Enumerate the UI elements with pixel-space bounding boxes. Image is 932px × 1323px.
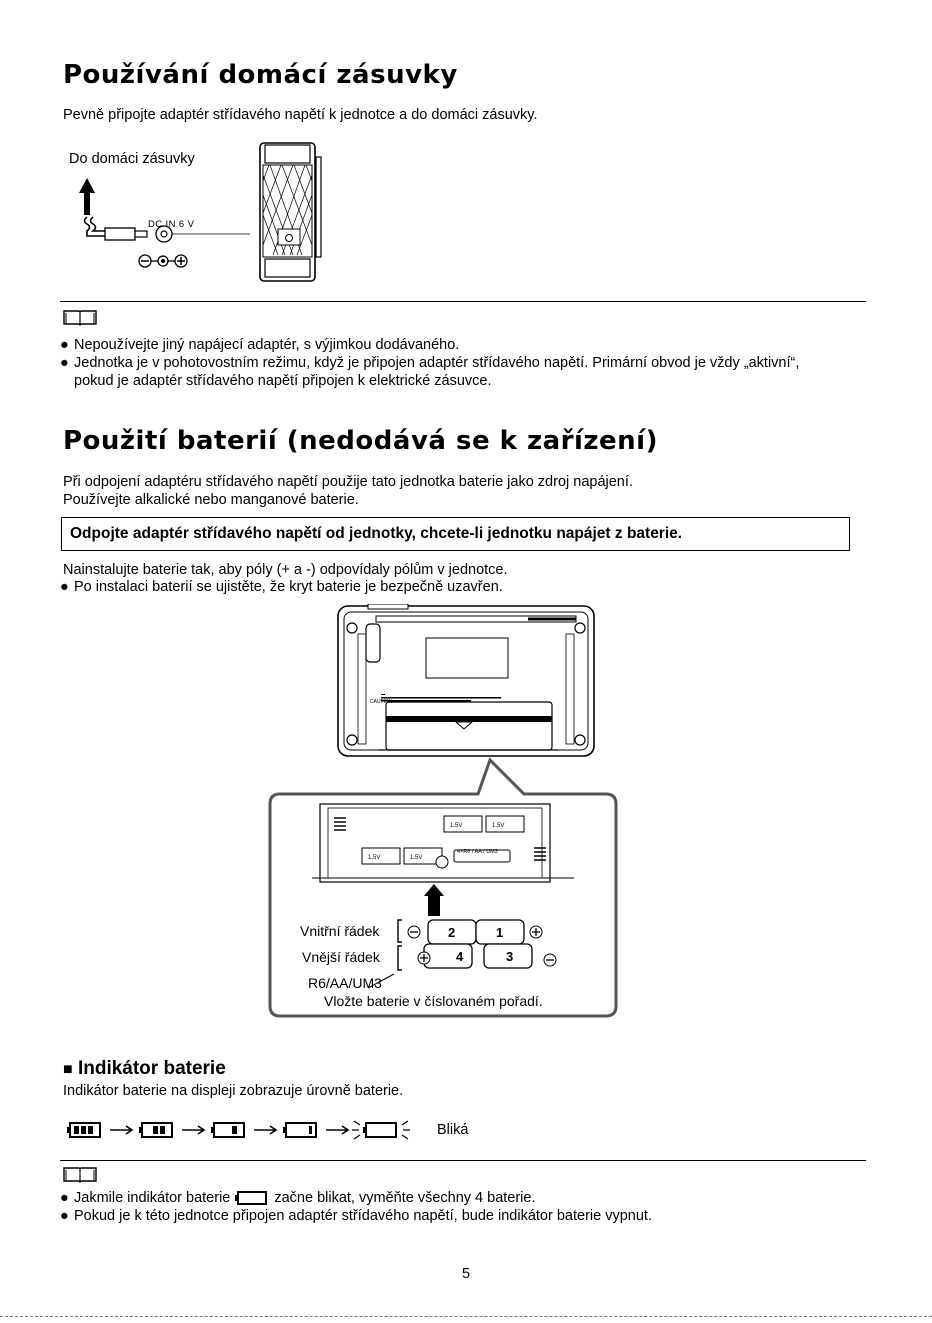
divider bbox=[60, 301, 866, 302]
note-book-icon bbox=[62, 1166, 98, 1184]
indicator-heading: ■ Indikátor baterie bbox=[63, 1058, 226, 1079]
note-item: ● Jakmile indikátor baterie začne blikat, vyměňte všechny 4 baterie. bbox=[60, 1190, 536, 1206]
battery-intro-1: Při odpojení adaptéru střídavého napětí použije tato jednotka baterie jako zdroj napájení. bbox=[63, 474, 633, 490]
note-item-continuation: pokud je adaptér střídavého napětí připojen k elektrické zásuvce. bbox=[74, 373, 492, 389]
caution-label: CAUTION bbox=[370, 699, 393, 705]
warning-box: Odpojte adaptér střídavého napětí od jednotky, chcete-li jednotku napájet z baterie. bbox=[61, 517, 850, 551]
compartment-label: 4×R6 / AA / UM3 bbox=[457, 849, 498, 855]
notes-list bbox=[60, 336, 799, 390]
cell-marking: 1.5V bbox=[410, 855, 423, 861]
adapter-connection-figure bbox=[60, 135, 340, 285]
note-item: ● Jednotka je v pohotovostním režimu, když je připojen adaptér střídavého napětí. Primární obvod je vždy „aktivní“, bbox=[60, 355, 800, 371]
outer-row-label: Vnější řádek bbox=[302, 949, 380, 965]
arrow-right-icon bbox=[110, 1126, 132, 1134]
battery-number: 3 bbox=[506, 949, 514, 964]
page-edge bbox=[0, 1316, 932, 1317]
insert-order-label: Vložte baterie v číslovaném pořadí. bbox=[324, 993, 543, 1009]
section-title-batteries: Použití baterií (nedodává se k zařízení) bbox=[63, 426, 658, 456]
blink-label: Bliká bbox=[437, 1122, 469, 1138]
battery-number: 4 bbox=[456, 949, 464, 964]
arrow-up-icon bbox=[79, 178, 95, 215]
battery-levels-row bbox=[66, 1114, 468, 1146]
divider bbox=[60, 1160, 866, 1161]
cell-marking: 1.5V bbox=[368, 855, 381, 861]
page-number: 5 bbox=[462, 1266, 471, 1282]
arrow-right-icon bbox=[182, 1126, 204, 1134]
battery-empty-blinking-icon bbox=[352, 1121, 410, 1139]
dc-in-label: DC IN 6 V bbox=[148, 219, 195, 230]
battery-empty-icon bbox=[234, 1190, 270, 1206]
battery-full-icon bbox=[67, 1123, 100, 1137]
section-title-mains: Používání domácí zásuvky bbox=[63, 60, 458, 90]
square-bullet-icon: ■ bbox=[63, 1061, 73, 1078]
battery-intro-2: Používejte alkalické nebo manganové baterie. bbox=[63, 492, 359, 508]
outlet-label: Do domáci zásuvky bbox=[69, 151, 195, 167]
battery-level2-icon bbox=[211, 1123, 244, 1137]
section-intro: Pevně připojte adaptér střídavého napětí k jednotce a do domáci zásuvky. bbox=[63, 107, 538, 123]
note-book-icon bbox=[62, 309, 98, 327]
battery-level3-icon bbox=[139, 1123, 172, 1137]
inner-row-label: Vnitřní řádek bbox=[300, 923, 380, 939]
battery-installation-figure bbox=[268, 604, 620, 1018]
battery-number: 2 bbox=[448, 925, 456, 940]
arrow-right-icon bbox=[254, 1126, 276, 1134]
indicator-notes bbox=[60, 1189, 652, 1225]
battery-level1-icon bbox=[283, 1123, 316, 1137]
install-instruction: Nainstalujte baterie tak, aby póly (+ a -) odpovídaly pólům v jednotce. bbox=[63, 562, 508, 578]
arrow-right-icon bbox=[326, 1126, 348, 1134]
battery-number: 1 bbox=[496, 925, 504, 940]
cell-marking: 1.5V bbox=[450, 823, 463, 829]
indicator-intro: Indikátor baterie na displeji zobrazuje úrovně baterie. bbox=[63, 1083, 404, 1099]
note-item: ● Nepoužívejte jiný napájecí adaptér, s výjimkou dodávaného. bbox=[60, 337, 460, 353]
cell-type-label: R6/AA/UM3 bbox=[308, 975, 382, 991]
install-note: ● Po instalaci baterií se ujistěte, že kryt baterie je bezpečně uzavřen. bbox=[60, 579, 503, 595]
note-item: ● Pokud je k této jednotce připojen adaptér střídavého napětí, bude indikátor baterie vypnut. bbox=[60, 1208, 652, 1224]
cell-marking: 1.5V bbox=[492, 823, 505, 829]
